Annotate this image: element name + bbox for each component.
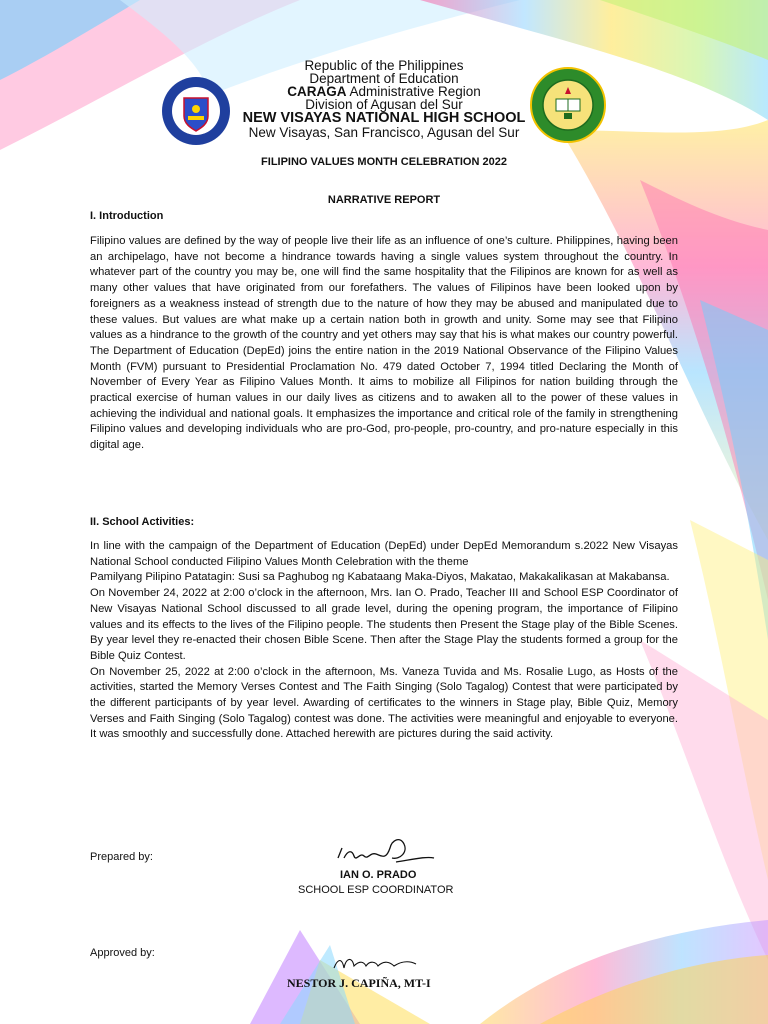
prepared-by-position: SCHOOL ESP COORDINATOR [298, 884, 454, 896]
event-title: FILIPINO VALUES MONTH CELEBRATION 2022 [261, 156, 507, 168]
approved-by-label: Approved by: [90, 947, 155, 959]
prepared-by-name: IAN O. PRADO [340, 869, 417, 881]
activities-paragraph: In line with the campaign of the Department of Education (DepEd) under DepEd Memorandum s.2022 New Visayas National School conducted Filipino Values Month Celebration with the theme [90, 540, 678, 568]
activities-paragraph: On November 24, 2022 at 2:00 o’clock in the afternoon, Mrs. Ian O. Prado, Teacher III and School ESP Coordinator of New Visayas National School discussed to all grade level, during the opening program, the importance of Filipino values and its effects to the lives of the Filipino people. The students then Present the Stage play of the Bible Scenes. By year level they re-enacted their chosen Bible Scene. Then after the Stage Play the students formed a group for the Bible Quiz Contest. [90, 587, 678, 662]
activities-paragraph: Pamilyang Pilipino Patatagin: Susi sa Paghubog ng Kabataang Maka-Diyos, Makatao, Makakalikasan at Makabansa. [90, 571, 670, 584]
approved-by-signature [330, 950, 420, 976]
approved-by-name: NESTOR J. CAPIÑA, MT-I [287, 976, 431, 990]
prepared-by-signature [330, 834, 440, 874]
header-region-bold: CARAGA [287, 84, 347, 99]
header-region-rest: Administrative Region [346, 84, 481, 99]
activities-paragraph: On November 25, 2022 at 2:00 o’clock in the afternoon, Ms. Vaneza Tuvida and Ms. Rosalie Lugo, as Hosts of the activities, started the Memory Verses Contest and The Faith Singing (Solo Tagalog) Contest that were participated by the different participants of by year level. Awarding of certificates to the winners in Stage play, Bible Quiz, Memory Verses and Faith Singing (Solo Tagalog) contest was done. The activities were meaningful and enjoyable to everyone. It was smoothly and successfully done. Attached herewith are pictures during the said activity. [90, 665, 678, 741]
header-republic: Republic of the Philippines [304, 58, 464, 73]
header-address: New Visayas, San Francisco, Agusan del Sur [248, 125, 520, 140]
header-division: Division of Agusan del Sur [305, 97, 463, 112]
header-school-name: NEW VISAYAS NATIONAL HIGH SCHOOL [242, 110, 526, 126]
school-activities-body [90, 539, 678, 743]
report-title: NARRATIVE REPORT [327, 194, 441, 206]
prepared-by-label: Prepared by: [90, 851, 153, 863]
section-heading-introduction: I. Introduction [90, 210, 164, 222]
section-heading-school-activities: II. School Activities: [90, 516, 195, 528]
introduction-paragraph: Filipino values are defined by the way of people live their life as an influence of one’s culture. Philippines, having been an archipelago, have not become a hindrance towards having a single values system throughout the country. In whatever part of the country you may be, one will find the same hospitality that the Filipinos are known for as well as many other values that have originated from our forefathers. The values of Filipinos have been looked upon by foreigners as a weakness instead of strength due to the nature of how they may be abused and manipulated due to these values. But values are what make up a certain nation both in growth and unity. Some may see that Filipino values as a hindrance to the growth of the country and yet others may say that his is what makes our country powerful. The Department of Education (DepEd) joins the entire nation in the 2019 National Observance of the Filipino Values Month (FVM) pursuant to Presidential Proclamation No. 479 dated October 7, 1994 titled Declaring the Month of November of Every Year as Filipino Values Month. It aims to mobilize all Filipinos for nation building through the practical exercise of human values in our daily lives as citizens and to awaken all to the power of these values in achieving the individual and national goals. It emphasizes the importance and critical role of the family in strengthening Filipino values and developing individuals who are pro-God, pro-people, pro-country, and pro-nature especially in this digital age. [90, 235, 678, 452]
header-department: Department of Education [309, 71, 459, 86]
